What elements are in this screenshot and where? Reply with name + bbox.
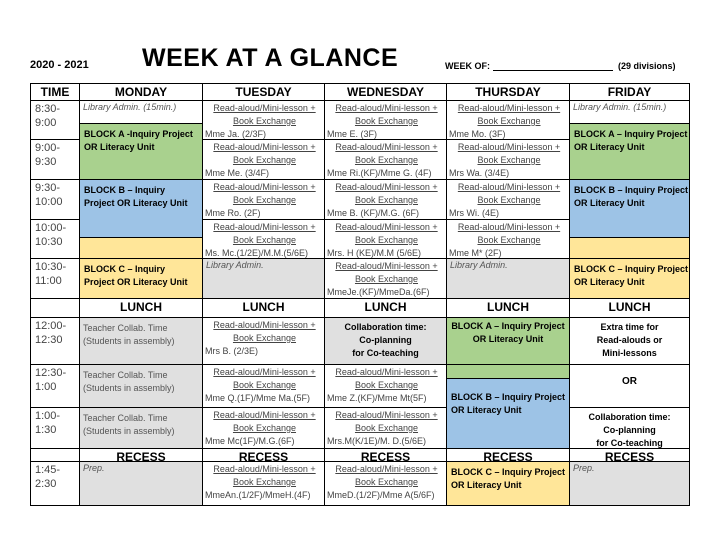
friday-block-c: BLOCK C – Inquiry Project OR Literacy Unit — [569, 258, 690, 299]
wednesday-read-aloud-5 — [324, 258, 447, 299]
friday-block-c-lead — [569, 237, 690, 259]
teacher-name: Mrs Wa. (3/4E) — [449, 168, 510, 178]
teacher-name: Mrs.M(K/1E)/M. D.(5/6E) — [327, 436, 427, 446]
wednesday-read-aloud-9 — [324, 461, 447, 506]
monday-teacher-collab-1: Teacher Collab. Time (Students in assembly) — [79, 317, 203, 365]
teacher-name: Mme B. (KF)/M.G. (6F) — [327, 208, 419, 218]
recess-label-monday: RECESS — [79, 448, 203, 462]
monday-block-c-lead — [79, 237, 203, 259]
lunch-label-tuesday: LUNCH — [202, 298, 325, 318]
book-exchange-label: Book Exchange — [354, 195, 419, 205]
book-exchange-label: Book Exchange — [477, 155, 541, 165]
teacher-name: Mme Ri.(KF)/Mme G. (4F) — [327, 168, 432, 178]
friday-or: OR — [569, 364, 690, 408]
read-aloud-label: Read-aloud/Mini-lesson + — [457, 142, 561, 152]
monday-teacher-collab-2: Teacher Collab. Time (Students in assembly) — [79, 364, 203, 408]
week-of-blank-line — [493, 70, 613, 71]
teacher-name: Mme Z.(KF)/Mme Mt(5F) — [327, 393, 427, 403]
teacher-name: Mme E. (3F) — [327, 129, 378, 139]
lunch-label-wednesday: LUNCH — [324, 298, 447, 318]
teacher-name: Mrs B. (2/3E) — [205, 346, 259, 356]
recess-label-thursday: RECESS — [446, 448, 570, 462]
column-header-wednesday: WEDNESDAY — [324, 83, 447, 101]
book-exchange-label: Book Exchange — [354, 155, 419, 165]
monday-block-c: BLOCK C – Inquiry Project OR Literacy Unit — [79, 258, 203, 299]
time-slot-100: 1:00- 1:30 — [30, 407, 80, 449]
teacher-name: Mme Mc(1F)/M.G.(6F) — [205, 436, 295, 446]
wednesday-read-aloud-2 — [324, 139, 447, 180]
wednesday-read-aloud-3 — [324, 179, 447, 220]
time-slot-930: 9:30- 10:00 — [30, 179, 80, 220]
time-slot-145: 1:45- 2:30 — [30, 461, 80, 506]
teacher-name: MmeJe.(KF)/MmeDa.(6F) — [327, 287, 430, 297]
thursday-read-aloud-3 — [446, 179, 570, 220]
tuesday-read-aloud-2 — [202, 139, 325, 180]
recess-row-time — [30, 448, 80, 462]
friday-prep: Prep. — [569, 461, 690, 506]
wednesday-read-aloud-7 — [324, 364, 447, 408]
read-aloud-label: Read-aloud/Mini-lesson + — [335, 142, 438, 152]
year-label: 2020 - 2021 — [30, 59, 89, 71]
tuesday-read-aloud-9 — [202, 461, 325, 506]
book-exchange-label: Book Exchange — [232, 235, 297, 245]
teacher-name: MmeAn.(1/2F)/MmeH.(4F) — [205, 490, 311, 500]
monday-library-admin: Library Admin. (15min.) — [79, 100, 203, 124]
read-aloud-label: Read-aloud/Mini-lesson + — [457, 182, 561, 192]
book-exchange-label: Book Exchange — [232, 116, 297, 126]
column-header-thursday: THURSDAY — [446, 83, 570, 101]
teacher-name: Mme Q.(1F)/Mme Ma.(5F) — [205, 393, 310, 403]
tuesday-read-aloud-3 — [202, 179, 325, 220]
read-aloud-label: Read-aloud/Mini-lesson + — [213, 103, 316, 113]
thursday-read-aloud-4 — [446, 219, 570, 259]
wednesday-read-aloud-1 — [324, 100, 447, 140]
friday-library-admin: Library Admin. (15min.) — [569, 100, 690, 124]
thursday-block-c: BLOCK C – Inquiry Project OR Literacy Unit — [446, 461, 570, 506]
read-aloud-label: Read-aloud/Mini-lesson + — [213, 142, 316, 152]
time-slot-830: 8:30- 9:00 — [30, 100, 80, 140]
tuesday-read-aloud-6 — [202, 317, 325, 365]
lunch-row-time — [30, 298, 80, 318]
book-exchange-label: Book Exchange — [477, 195, 541, 205]
teacher-name: Mrs. H (KE)/M.M (5/6E) — [327, 248, 421, 258]
teacher-name: Mme M* (2F) — [449, 248, 502, 258]
thursday-block-b: BLOCK B – Inquiry Project OR Literacy Unit — [446, 378, 570, 449]
friday-extra-time: Extra time for Read-alouds or Mini-lessons — [569, 317, 690, 365]
teacher-name: Ms. Mc.(1/2E)/M.M.(5/6E) — [205, 248, 309, 258]
column-header-friday: FRIDAY — [569, 83, 690, 101]
tuesday-read-aloud-7 — [202, 364, 325, 408]
time-slot-1000: 10:00- 10:30 — [30, 219, 80, 259]
column-header-monday: MONDAY — [79, 83, 203, 101]
week-of-label: WEEK OF: — [445, 61, 490, 71]
thursday-block-a: BLOCK A – Inquiry Project OR Literacy Unit — [446, 317, 570, 365]
thursday-library-admin: Library Admin. — [446, 258, 570, 299]
recess-label-friday: RECESS — [569, 448, 690, 462]
book-exchange-label: Book Exchange — [232, 380, 297, 390]
time-slot-900: 9:00- 9:30 — [30, 139, 80, 180]
book-exchange-label: Book Exchange — [354, 477, 419, 487]
wednesday-collaboration-time: Collaboration time: Co-planning for Co-teaching — [324, 317, 447, 365]
read-aloud-label: Read-aloud/Mini-lesson + — [213, 464, 316, 474]
column-header-tuesday: TUESDAY — [202, 83, 325, 101]
read-aloud-label: Read-aloud/Mini-lesson + — [335, 367, 438, 377]
book-exchange-label: Book Exchange — [354, 116, 419, 126]
wednesday-read-aloud-8 — [324, 407, 447, 449]
time-slot-1200: 12:00- 12:30 — [30, 317, 80, 365]
column-header-time: TIME — [30, 83, 80, 101]
recess-label-tuesday: RECESS — [202, 448, 325, 462]
book-exchange-label: Book Exchange — [354, 380, 419, 390]
read-aloud-label: Read-aloud/Mini-lesson + — [335, 182, 438, 192]
wednesday-read-aloud-4 — [324, 219, 447, 259]
read-aloud-label: Read-aloud/Mini-lesson + — [335, 410, 438, 420]
book-exchange-label: Book Exchange — [232, 195, 297, 205]
friday-collaboration-time: Collaboration time: Co-planning for Co-teaching — [569, 407, 690, 449]
book-exchange-label: Book Exchange — [477, 235, 541, 245]
time-slot-1030: 10:30- 11:00 — [30, 258, 80, 299]
book-exchange-label: Book Exchange — [354, 274, 419, 284]
teacher-name: Mme Mo. (3F) — [449, 129, 506, 139]
read-aloud-label: Read-aloud/Mini-lesson + — [335, 103, 438, 113]
book-exchange-label: Book Exchange — [232, 333, 297, 343]
book-exchange-label: Book Exchange — [232, 477, 297, 487]
thursday-read-aloud-1 — [446, 100, 570, 140]
thursday-block-a-tail — [446, 364, 570, 379]
divisions-count: (29 divisions) — [618, 61, 676, 71]
read-aloud-label: Read-aloud/Mini-lesson + — [213, 320, 316, 330]
tuesday-library-admin: Library Admin. — [202, 258, 325, 299]
read-aloud-label: Read-aloud/Mini-lesson + — [213, 367, 316, 377]
time-slot-1230: 12:30- 1:00 — [30, 364, 80, 408]
monday-block-b: BLOCK B – Inquiry Project OR Literacy Unit — [79, 179, 203, 238]
read-aloud-label: Read-aloud/Mini-lesson + — [335, 222, 438, 232]
lunch-label-thursday: LUNCH — [446, 298, 570, 318]
read-aloud-label: Read-aloud/Mini-lesson + — [213, 222, 316, 232]
read-aloud-label: Read-aloud/Mini-lesson + — [457, 103, 561, 113]
page-title: WEEK AT A GLANCE — [142, 44, 399, 72]
monday-block-a: BLOCK A -Inquiry Project OR Literacy Unit — [79, 123, 203, 180]
read-aloud-label: Read-aloud/Mini-lesson + — [457, 222, 561, 232]
tuesday-read-aloud-1 — [202, 100, 325, 140]
read-aloud-label: Read-aloud/Mini-lesson + — [213, 182, 316, 192]
monday-prep: Prep. — [79, 461, 203, 506]
teacher-name: Mme Me. (3/4F) — [205, 168, 270, 178]
book-exchange-label: Book Exchange — [232, 423, 297, 433]
book-exchange-label: Book Exchange — [354, 423, 419, 433]
read-aloud-label: Read-aloud/Mini-lesson + — [335, 464, 438, 474]
teacher-name: Mme Ro. (2F) — [205, 208, 261, 218]
recess-label-wednesday: RECESS — [324, 448, 447, 462]
lunch-label-friday: LUNCH — [569, 298, 690, 318]
friday-block-b: BLOCK B – Inquiry Project OR Literacy Unit — [569, 179, 690, 238]
read-aloud-label: Read-aloud/Mini-lesson + — [213, 410, 316, 420]
tuesday-read-aloud-4 — [202, 219, 325, 259]
tuesday-read-aloud-8 — [202, 407, 325, 449]
read-aloud-label: Read-aloud/Mini-lesson + — [335, 261, 438, 271]
lunch-label-monday: LUNCH — [79, 298, 203, 318]
book-exchange-label: Book Exchange — [232, 155, 297, 165]
teacher-name: MmeD.(1/2F)/Mme A(5/6F) — [327, 490, 435, 500]
friday-block-a: BLOCK A – Inquiry Project OR Literacy Unit — [569, 123, 690, 180]
thursday-read-aloud-2 — [446, 139, 570, 180]
book-exchange-label: Book Exchange — [354, 235, 419, 245]
teacher-name: Mme Ja. (2/3F) — [205, 129, 267, 139]
book-exchange-label: Book Exchange — [477, 116, 541, 126]
teacher-name: Mrs Wi. (4E) — [449, 208, 499, 218]
monday-teacher-collab-3: Teacher Collab. Time (Students in assembly) — [79, 407, 203, 449]
